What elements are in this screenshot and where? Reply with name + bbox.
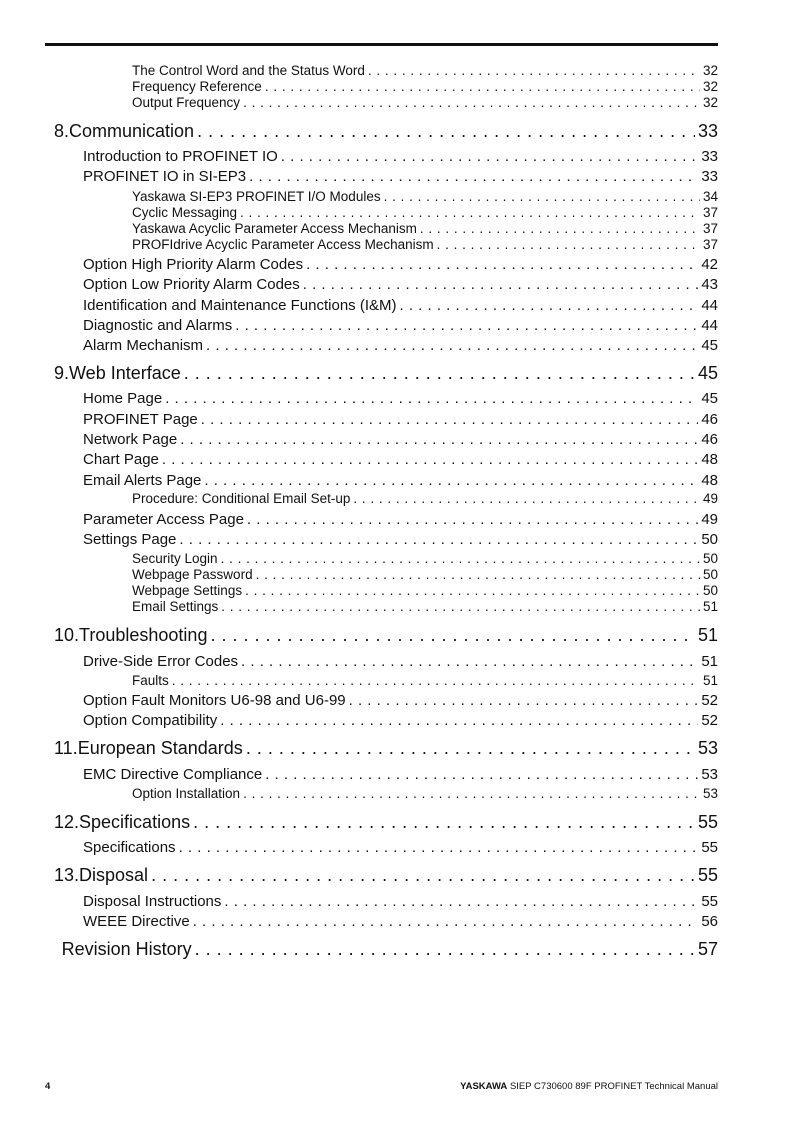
toc-page-number: 45	[701, 337, 718, 354]
toc-section-number: 11.	[54, 738, 78, 758]
toc-entry-title: Home Page	[83, 390, 163, 407]
toc-entry-title: EMC Directive Compliance	[83, 766, 263, 783]
toc-entry-title: Frequency Reference	[132, 79, 262, 94]
toc-entry-title: Yaskawa SI-EP3 PROFINET I/O Modules	[132, 189, 381, 204]
toc-page-number: 50	[702, 551, 718, 566]
footer-brand: YASKAWA	[460, 1081, 508, 1092]
toc-entry[interactable]	[83, 913, 718, 930]
toc-entry[interactable]	[83, 472, 718, 489]
toc-entry-title: PROFINET Page	[83, 411, 198, 428]
toc-dot-leader	[368, 63, 700, 78]
toc-section-number: 9.	[54, 363, 70, 383]
toc-dot-leader	[221, 599, 700, 614]
toc-entry-title: Option High Priority Alarm Codes	[83, 256, 304, 273]
toc-page-number: 49	[701, 511, 718, 528]
toc-dot-leader	[195, 939, 695, 960]
toc-entry[interactable]	[83, 297, 718, 314]
toc-dot-leader	[172, 673, 700, 688]
toc-dot-leader	[179, 839, 699, 856]
toc-entry-title: Specifications	[79, 812, 191, 832]
toc-page-number: 53	[697, 738, 718, 758]
toc-entry-title: Faults	[132, 673, 169, 688]
toc-entry[interactable]	[132, 673, 718, 688]
toc-entry-title: Specifications	[83, 839, 176, 856]
toc-page-number: 33	[701, 148, 718, 165]
toc-entry[interactable]	[54, 625, 718, 646]
toc-entry[interactable]	[132, 79, 718, 94]
toc-entry-title: Disposal Instructions	[83, 893, 222, 910]
toc-page-number: 43	[701, 276, 718, 293]
toc-entry-title: Option Low Priority Alarm Codes	[83, 276, 300, 293]
toc-entry-title: Alarm Mechanism	[83, 337, 204, 354]
toc-entry[interactable]	[54, 865, 718, 886]
toc-entry[interactable]	[132, 567, 718, 582]
toc-page-number: 33	[697, 121, 718, 141]
toc-entry[interactable]	[83, 411, 718, 428]
toc-page-number: 33	[701, 168, 718, 185]
toc-dot-leader	[420, 221, 700, 236]
toc-page-number: 44	[701, 317, 718, 334]
toc-entry-title: Option Compatibility	[83, 712, 218, 729]
toc-dot-leader	[184, 363, 695, 384]
toc-page-number: 55	[697, 812, 718, 832]
toc-entry-title: Communication	[69, 121, 195, 141]
toc-page-number: 34	[702, 189, 718, 204]
toc-dot-leader	[210, 625, 695, 646]
toc-dot-leader	[265, 766, 698, 783]
toc-dot-leader	[353, 491, 700, 506]
toc-dot-leader	[306, 256, 698, 273]
toc-dot-leader	[201, 411, 699, 428]
toc-dot-leader	[256, 567, 700, 582]
toc-dot-leader	[243, 786, 700, 801]
toc-entry-title: Disposal	[79, 865, 149, 885]
toc-dot-leader	[162, 451, 698, 468]
toc-entry[interactable]	[54, 363, 718, 384]
toc-entry[interactable]	[83, 256, 718, 273]
toc-page-number: 55	[701, 893, 718, 910]
toc-entry[interactable]	[83, 337, 718, 354]
toc-entry-title: Email Alerts Page	[83, 472, 202, 489]
toc-dot-leader	[180, 431, 698, 448]
toc-entry[interactable]	[54, 121, 718, 142]
toc-entry-title: Option Fault Monitors U6-98 and U6-99	[83, 692, 346, 709]
toc-dot-leader	[179, 531, 698, 548]
toc-entry-title: Output Frequency	[132, 95, 241, 110]
toc-entry[interactable]	[83, 451, 718, 468]
toc-dot-leader	[437, 237, 700, 252]
toc-entry-title: Procedure: Conditional Email Set-up	[132, 491, 351, 506]
toc-entry[interactable]	[83, 168, 718, 185]
toc-dot-leader	[165, 390, 698, 407]
toc-dot-leader	[151, 865, 695, 886]
toc-dot-leader	[243, 95, 700, 110]
toc-entry[interactable]	[132, 583, 718, 598]
toc-page-number: 55	[697, 865, 718, 885]
toc-entry-title: Email Settings	[132, 599, 219, 614]
toc-section-number: 8.	[54, 121, 70, 141]
toc-entry[interactable]	[83, 276, 718, 293]
toc-dot-leader	[224, 893, 698, 910]
toc-page-number: 32	[702, 79, 718, 94]
toc-page-number: 32	[702, 95, 718, 110]
toc-entry[interactable]	[83, 531, 718, 548]
toc-dot-leader	[204, 472, 698, 489]
toc-entry-title: Webpage Password	[132, 567, 253, 582]
toc-dot-leader	[245, 583, 700, 598]
toc-page-number: 49	[702, 491, 718, 506]
toc-entry-title: Security Login	[132, 551, 218, 566]
toc-entry-title: European Standards	[77, 738, 243, 758]
toc-page-number: 57	[697, 939, 718, 959]
toc-entry-title: Option Installation	[132, 786, 241, 801]
toc-page-number: 53	[701, 766, 718, 783]
toc-dot-leader	[220, 712, 698, 729]
footer-manual-title	[460, 1081, 718, 1092]
toc-dot-leader	[400, 297, 699, 314]
toc-entry[interactable]	[83, 431, 718, 448]
toc-entry[interactable]	[83, 893, 718, 910]
toc-entry[interactable]	[83, 653, 718, 670]
toc-dot-leader	[240, 205, 700, 220]
toc-dot-leader	[206, 337, 698, 354]
toc-page-number: 48	[701, 451, 718, 468]
toc-section-number: 12.	[54, 812, 80, 832]
toc-entry-title: Chart Page	[83, 451, 159, 468]
toc-entry-title: Webpage Settings	[132, 583, 243, 598]
toc-entry-title: Identification and Maintenance Functions (I&M)	[83, 297, 397, 314]
toc-entry-title: Web Interface	[69, 363, 181, 383]
toc-page-number: 46	[701, 411, 718, 428]
toc-entry[interactable]	[132, 205, 718, 220]
toc-dot-leader	[247, 511, 698, 528]
toc-entry[interactable]	[132, 221, 718, 236]
toc-entry-title: Settings Page	[83, 531, 177, 548]
toc-entry[interactable]	[83, 692, 718, 709]
toc-entry-title: PROFIdrive Acyclic Parameter Access Mechanism	[132, 237, 434, 252]
header-rule	[45, 43, 718, 46]
toc-entry-title: Network Page	[83, 431, 178, 448]
toc-entry[interactable]	[54, 812, 718, 833]
toc-entry[interactable]	[132, 786, 718, 801]
toc-dot-leader	[349, 692, 699, 709]
toc-entry-title: Diagnostic and Alarms	[83, 317, 233, 334]
toc-page-number: 37	[702, 205, 718, 220]
toc-page-number: 52	[701, 712, 718, 729]
toc-entry-title: Drive-Side Error Codes	[83, 653, 239, 670]
toc-entry[interactable]	[54, 738, 718, 759]
toc-page-number: 51	[701, 653, 718, 670]
toc-dot-leader	[303, 276, 699, 293]
toc-section-number: 10.	[54, 625, 80, 645]
toc-entry[interactable]	[83, 317, 718, 334]
toc-page-number: 42	[701, 256, 718, 273]
toc-entry[interactable]	[54, 939, 718, 960]
toc-page-number: 46	[701, 431, 718, 448]
toc-dot-leader	[193, 913, 699, 930]
toc-entry[interactable]	[83, 148, 718, 165]
toc-entry-title: WEEE Directive	[83, 913, 190, 930]
toc-entry[interactable]	[83, 712, 718, 729]
toc-entry-title: Cyclic Messaging	[132, 205, 238, 220]
toc-page-number: 45	[701, 390, 718, 407]
toc-page-number: 52	[701, 692, 718, 709]
toc-dot-leader	[246, 738, 695, 759]
toc-page-number: 55	[701, 839, 718, 856]
toc-entry[interactable]	[132, 95, 718, 110]
toc-page-number: 50	[702, 567, 718, 582]
toc-dot-leader	[241, 653, 698, 670]
toc-entry[interactable]	[83, 839, 718, 856]
toc-page-number: 48	[701, 472, 718, 489]
toc-entry[interactable]	[132, 189, 718, 204]
toc-section-number: 13.	[54, 865, 80, 885]
toc-entry[interactable]	[132, 237, 718, 252]
toc-page-number: 37	[702, 237, 718, 252]
toc-page-number: 44	[701, 297, 718, 314]
toc-entry-title: The Control Word and the Status Word	[132, 63, 365, 78]
toc-dot-leader	[265, 79, 700, 94]
toc-page-number: 50	[702, 583, 718, 598]
toc-entry[interactable]	[83, 511, 718, 528]
toc-entry[interactable]	[132, 491, 718, 506]
toc-page-number: 51	[702, 599, 718, 614]
toc-page-number: 53	[702, 786, 718, 801]
toc-dot-leader	[221, 551, 700, 566]
toc-entry[interactable]	[83, 766, 718, 783]
toc-entry-title: Troubleshooting	[79, 625, 208, 645]
toc-dot-leader	[281, 148, 699, 165]
toc-page-number: 51	[702, 673, 718, 688]
footer-page-number: 4	[45, 1081, 51, 1092]
toc-entry-title: Parameter Access Page	[83, 511, 244, 528]
toc-entry[interactable]	[132, 599, 718, 614]
toc-page-number: 50	[701, 531, 718, 548]
footer-manual-name: SIEP C730600 89F PROFINET Technical Manual	[509, 1081, 718, 1092]
toc-page-number: 51	[697, 625, 718, 645]
toc-entry[interactable]	[132, 63, 718, 78]
toc-entry[interactable]	[83, 390, 718, 407]
toc-dot-leader	[193, 812, 695, 833]
toc-entry-title: Yaskawa Acyclic Parameter Access Mechanism	[132, 221, 417, 236]
toc-page-number: 37	[702, 221, 718, 236]
toc-entry[interactable]	[132, 551, 718, 566]
toc-dot-leader	[384, 189, 700, 204]
toc-entry-title: PROFINET IO in SI-EP3	[83, 168, 247, 185]
toc-page-number: 56	[701, 913, 718, 930]
toc-entry-title: Revision History	[61, 939, 192, 959]
toc-page-number: 45	[697, 363, 718, 383]
toc-page-number: 32	[702, 63, 718, 78]
toc-entry-title: Introduction to PROFINET IO	[83, 148, 278, 165]
toc-dot-leader	[249, 168, 698, 185]
toc-dot-leader	[197, 121, 695, 142]
toc-dot-leader	[235, 317, 698, 334]
